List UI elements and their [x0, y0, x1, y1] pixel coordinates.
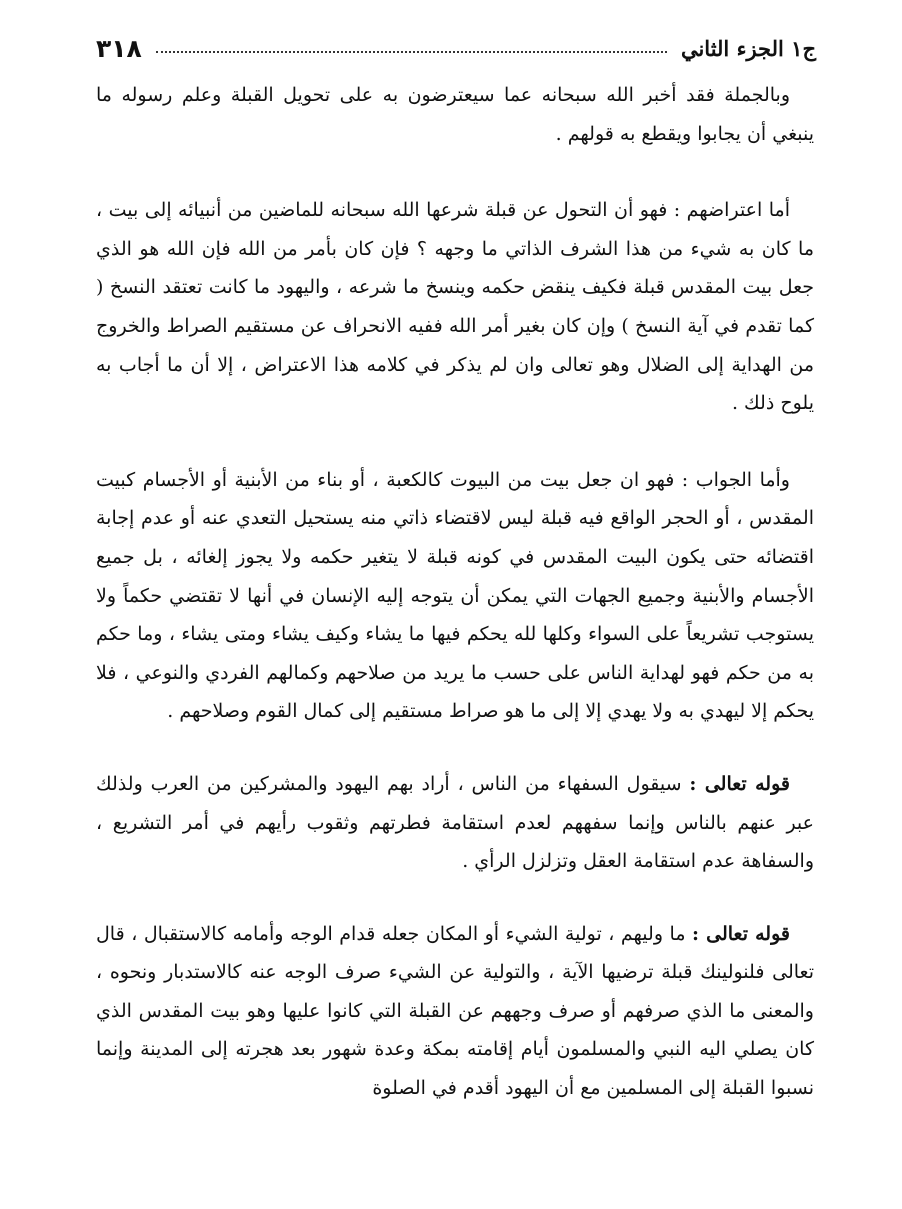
paragraph-text: أما اعتراضهم : فهو أن التحول عن قبلة شرعها الله سبحانه للماضين من أنبيائه إلى بيت ، ما كان به شيء من هذا الشرف الذاتي ما وجهه ؟ فإن كان بأمر من الله فإن الله هو الذي جعل بيت المقدس قبلة فكيف ينقض حكمه وينسخ ما شرعه ، واليهود ما كانت تعتقد النسخ ( كما تقدم في آية النسخ ) وإن كان بغير أمر الله ففيه الانحراف عن مستقيم الصراط والخروج من الهداية إلى الضلال وهو تعالى وان لم يذكر في كلامه هذا الاعتراض ، إلا أن ما أجاب به يلوح ذلك .: [96, 199, 814, 415]
running-head: ج١ الجزء الثاني: [680, 35, 816, 61]
paragraph-text: ما وليهم ، تولية الشيء أو المكان جعله قدام الوجه وأمامه كالاستقبال ، قال تعالى فلنولينك قبلة ترضيها الآية ، والتولية عن الشيء صرف الوجه عنه كالاستدبار ونحوه ، والمعنى ما الذي صرفهم أو صرف وجههم عن القبلة التي كانوا عليها وهو بيت المقدس الذي كان يصلي اليه النبي والمسلمون أيام إقامته بمكة وعدة شهور بعد هجرته إلى المدينة وإنما نسبوا القبلة إلى المسلمين مع أن اليهود أقدم في الصلوة: [96, 922, 814, 1100]
paragraph-lead: قوله تعالى :: [689, 772, 790, 795]
paragraph-turning: [96, 915, 814, 1108]
page-header: [96, 28, 816, 68]
paragraph-objection: [96, 191, 814, 423]
paragraph-text: وبالجملة فقد أخبر الله سبحانه عما سيعترضون به على تحويل القبلة وعلم رسوله ما ينبغي أن يجابوا ويقطع به قولهم .: [96, 84, 814, 145]
page-number: ٣١٨: [96, 33, 142, 63]
body-text: [96, 76, 814, 1108]
paragraph-lead: قوله تعالى :: [692, 922, 790, 945]
paragraph-answer: [96, 461, 814, 731]
header-dotted-rule: [156, 51, 667, 53]
paragraph-text: سيقول السفهاء من الناس ، أراد بهم اليهود والمشركين من العرب ولذلك عبر عنهم بالناس وإنما سفههم لعدم استقامة فطرتهم وثقوب رأيهم في أمر التشريع ، والسفاهة عدم استقامة العقل وتزلزل الرأي .: [96, 772, 814, 873]
paragraph-text: وأما الجواب : فهو ان جعل بيت من البيوت كالكعبة ، أو بناء من الأبنية أو الأجسام كبيت المقدس ، أو الحجر الواقع فيه قبلة ليس لاقتضاء ذاتي منه يستحيل التعدي عنه أو عدم إجابة اقتضائه حتى يكون البيت المقدس في كونه قبلة لا يتغير حكمه ولا يجوز إلغائه ، بل جميع الأجسام والأبنية وجميع الجهات التي يمكن أن يتوجه إليه الإنسان في أنها لا تقتضي حكماً ولا يستوجب تشريعاً على السواء وكلها لله يحكم فيها ما يشاء وكيف يشاء ومتى يشاء ، وما حكم به من حكم فهو لهداية الناس على حسب ما يريد من صلاحهم وكمالهم الفردي والنوعي ، فلا يحكم إلا ليهدي به ولا يهدي إلا إلى ما هو صراط مستقيم إلى كمال القوم وصلاحهم .: [96, 468, 814, 723]
paragraph-summary: [96, 76, 814, 153]
paragraph-fools: [96, 765, 814, 881]
